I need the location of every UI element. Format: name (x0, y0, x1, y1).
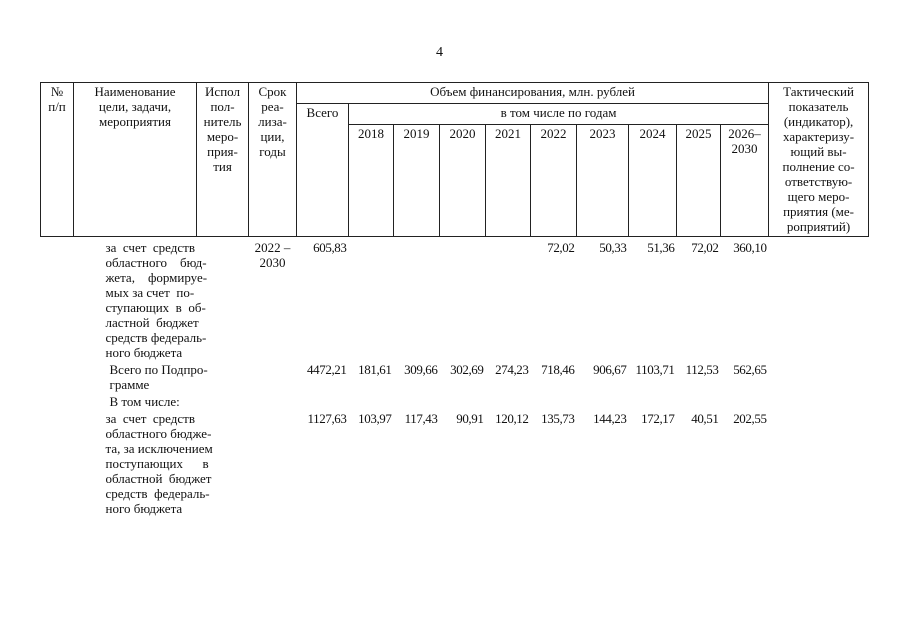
row-value-2024: 51,36 (647, 240, 675, 255)
row-value-2020: 302,69 (450, 362, 484, 377)
header-name: Наименование цели, задачи, мероприятия (74, 83, 197, 237)
page-number: 4 (436, 45, 443, 60)
row-value-2019: 309,66 (404, 362, 438, 377)
header-num: № п/п (41, 83, 74, 237)
row-value-2021 (486, 237, 531, 362)
row-value-2021: 274,23 (495, 362, 529, 377)
row-name: В том числе: (109, 394, 180, 409)
row-value-2020: 90,91 (456, 411, 484, 426)
row-value-2024: 172,17 (641, 411, 675, 426)
row-name: Всего по Подпро- грамме (109, 362, 208, 392)
row-value-2023: 50,33 (599, 240, 627, 255)
row-value-2022: 718,46 (541, 362, 575, 377)
row-value-2025: 72,02 (691, 240, 719, 255)
header-year-2019: 2019 (394, 125, 440, 237)
header-year-2026-2030: 2026– 2030 (721, 125, 769, 237)
row-value-2025: 112,53 (685, 362, 719, 377)
row-total: 605,83 (313, 240, 347, 255)
row-value-2026-2030: 202,55 (733, 411, 767, 426)
header-funding: Объем финансирования, млн. рублей (297, 83, 769, 104)
row-value-2018 (349, 237, 394, 362)
header-by-years: в том числе по годам (349, 104, 769, 125)
row-term (249, 361, 297, 393)
row-value-2022: 72,02 (547, 240, 575, 255)
row-value-2026-2030: 360,10 (733, 240, 767, 255)
header-year-2025: 2025 (677, 125, 721, 237)
row-value-2024: 1103,71 (635, 362, 675, 377)
row-term: 2022 – 2030 (254, 240, 291, 270)
row-value-2025: 40,51 (691, 411, 719, 426)
row-value-2023: 144,23 (593, 411, 627, 426)
row-value-2018: 103,97 (358, 411, 392, 426)
table-row (41, 361, 869, 393)
header-year-2023: 2023 (577, 125, 629, 237)
header-year-2020: 2020 (440, 125, 486, 237)
table-row (41, 410, 869, 517)
row-term (249, 410, 297, 517)
row-value-2023: 906,67 (593, 362, 627, 377)
header-year-2018: 2018 (349, 125, 394, 237)
header-year-2024: 2024 (629, 125, 677, 237)
row-value-2021: 120,12 (495, 411, 529, 426)
header-indicator: Тактический показатель (индикатор), характеризу- ющий вы- полнение со- ответствую- щего меро- приятия (ме- роприятий) (769, 83, 869, 237)
header-year-2022: 2022 (531, 125, 577, 237)
table-row (41, 393, 869, 410)
row-name: за счет средств областного бюдже- та, за исключением поступающих в областной бюджет средств федераль- ного бюджета (105, 411, 213, 516)
row-value-2026-2030: 562,65 (733, 362, 767, 377)
row-value-2018: 181,61 (358, 362, 392, 377)
header-total: Всего (297, 104, 349, 237)
row-name: за счет средств областного бюд- жета, формируе- мых за счет по- ступающих в об- ластной бюджет средств федераль- ного бюджета (105, 240, 208, 360)
row-value-2020 (440, 237, 486, 362)
row-value-2019: 117,43 (404, 411, 438, 426)
header-year-2021: 2021 (486, 125, 531, 237)
row-total: 4472,21 (307, 362, 347, 377)
row-value-2019 (394, 237, 440, 362)
funding-table (40, 82, 869, 517)
row-total: 1127,63 (307, 411, 347, 426)
header-executor: Испол пол- нитель меро- прия- тия (197, 83, 249, 237)
header-term: Срок реа- лиза- ции, годы (249, 83, 297, 237)
table-row (41, 237, 869, 362)
row-value-2022: 135,73 (541, 411, 575, 426)
